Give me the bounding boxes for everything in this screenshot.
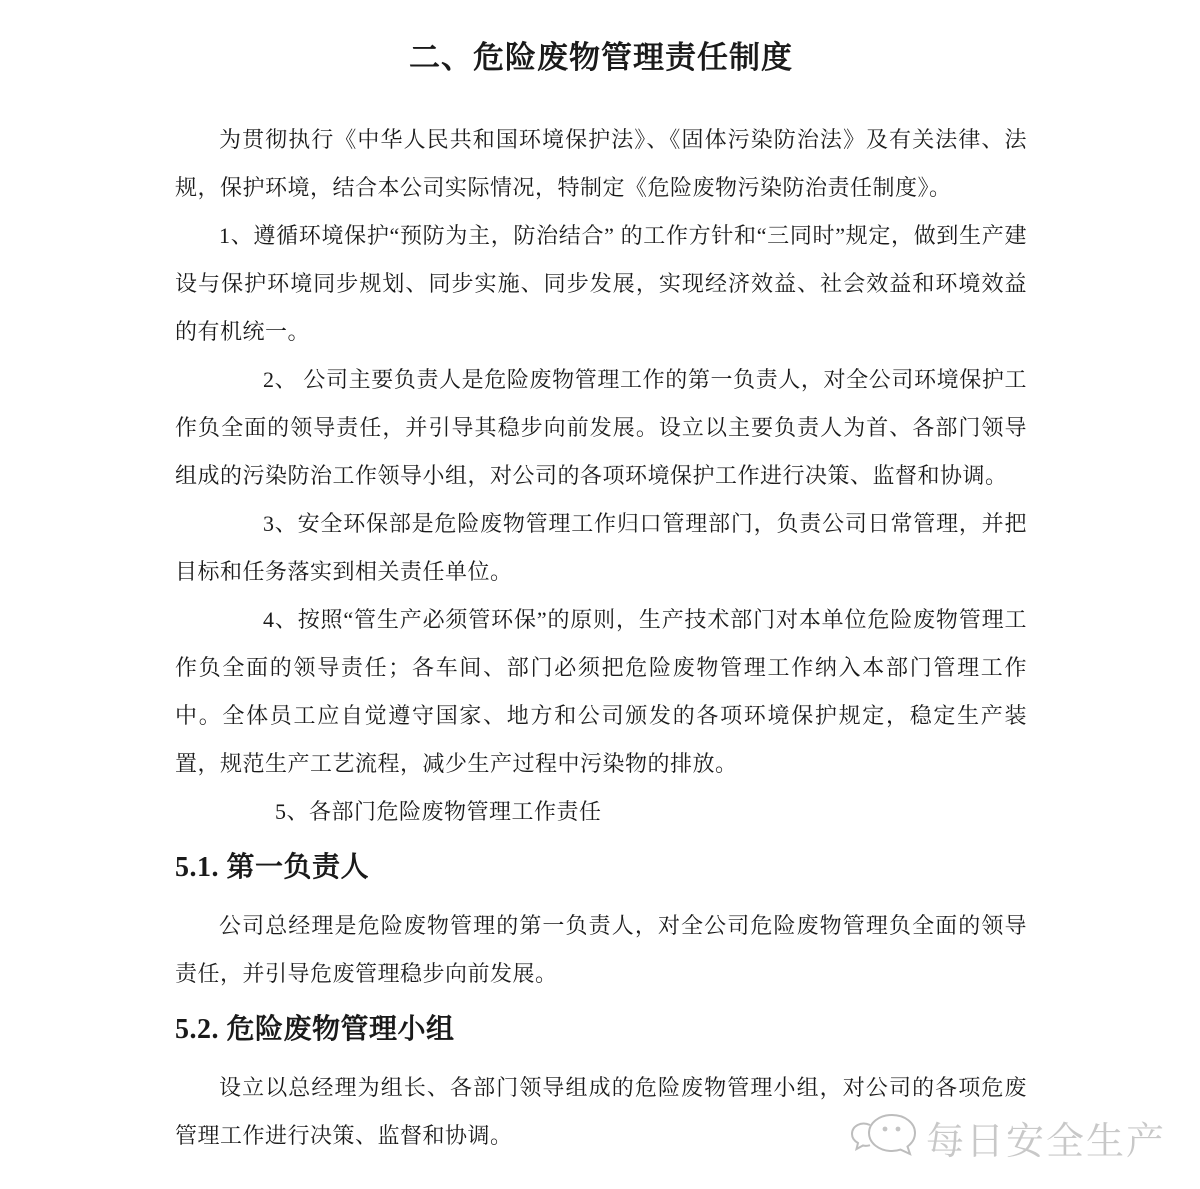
section-5-2-paragraph: 设立以总经理为组长、各部门领导组成的危险废物管理小组，对公司的各项危废管理工作进行决策、监督和协调。: [175, 1075, 1027, 1148]
watermark-label: 每日安全生产: [925, 1121, 1166, 1163]
section-5-1-paragraph: 公司总经理是危险废物管理的第一负责人，对全公司危险废物管理负全面的领导责任，并引导危废管理稳步向前发展。: [175, 913, 1027, 986]
intro-paragraph: 为贯彻执行《中华人民共和国环境保护法》、《固体污染防治法》及有关法律、法规，保护环境，结合本公司实际情况，特制定《危险废物污染防治责任制度》。: [175, 127, 1027, 200]
wechat-icon: [848, 1111, 920, 1165]
item-5-paragraph: 5、各部门危险废物管理工作责任: [275, 799, 602, 824]
page-title: 二、危险废物管理责任制度: [409, 40, 793, 75]
item-4-paragraph: 4、按照“管生产必须管环保”的原则，生产技术部门对本单位危险废物管理工作负全面的领导责任；各车间、部门必须把危险废物管理工作纳入本部门管理工作中。全体员工应自觉遵守国家、地方和公司颁发的各项环境保护规定，稳定生产装置，规范生产工艺流程，减少生产过程中污染物的排放。: [175, 607, 1027, 776]
watermark: [848, 1110, 1166, 1165]
section-5-2-heading: 5.2. 危险废物管理小组: [175, 1014, 455, 1045]
item-3-paragraph: 3、安全环保部是危险废物管理工作归口管理部门，负责公司日常管理，并把目标和任务落实到相关责任单位。: [175, 511, 1027, 584]
document-page: [175, 30, 1027, 1160]
item-2-paragraph: 2、 公司主要负责人是危险废物管理工作的第一负责人，对全公司环境保护工作负全面的领导责任，并引导其稳步向前发展。设立以主要负责人为首、各部门领导组成的污染防治工作领导小组，对公司的各项环境保护工作进行决策、监督和协调。: [175, 367, 1027, 488]
section-5-1-heading: 5.1. 第一负责人: [175, 852, 370, 883]
item-1-paragraph: 1、遵循环境保护“预防为主，防治结合” 的工作方针和“三同时”规定，做到生产建设与保护环境同步规划、同步实施、同步发展，实现经济效益、社会效益和环境效益的有机统一。: [175, 223, 1027, 344]
